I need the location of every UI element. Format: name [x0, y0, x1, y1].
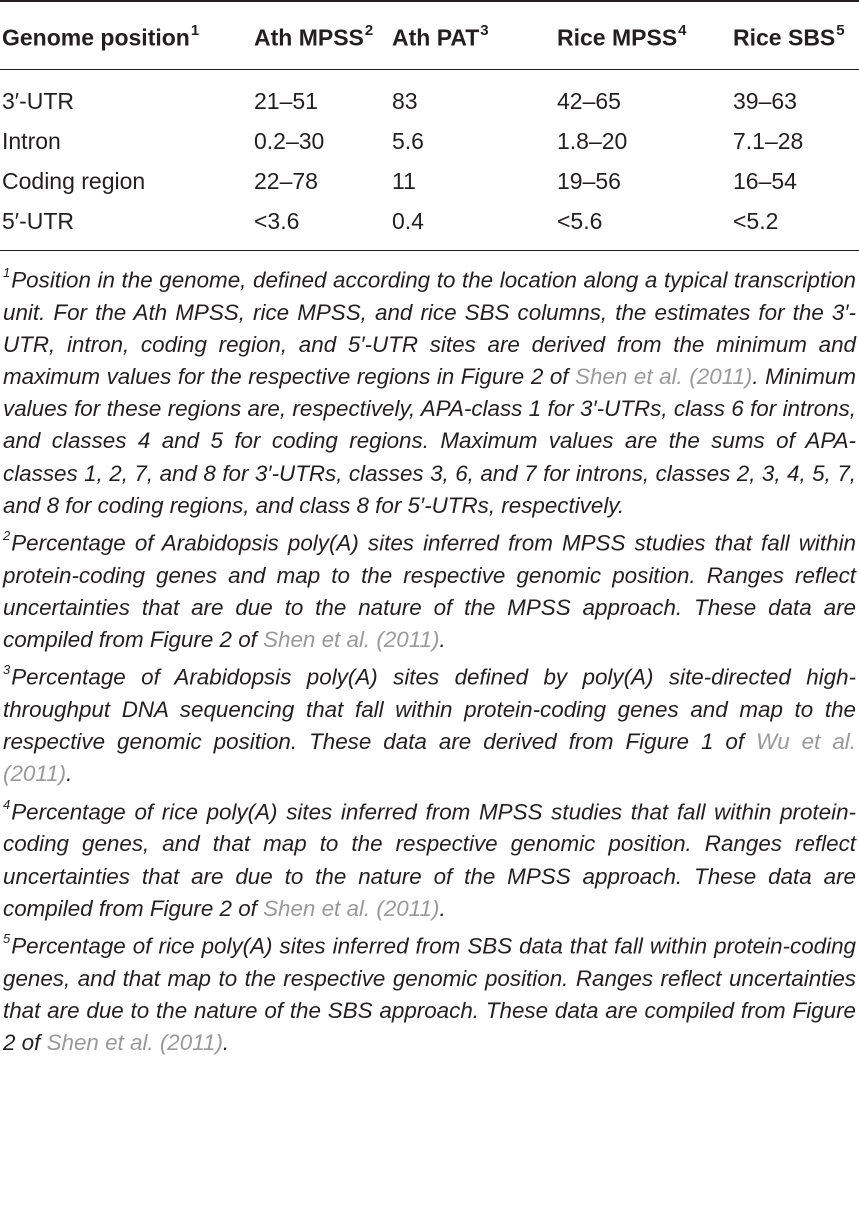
table-cell: <5.6: [557, 208, 603, 234]
table-cell: 19–56: [557, 168, 621, 194]
table-cell: 5.6: [392, 128, 424, 154]
table-cell: Intron: [2, 128, 61, 154]
table-cell: 0.4: [392, 208, 424, 234]
reference-link[interactable]: Shen et al. (2011): [263, 895, 440, 921]
table-cell: 21–51: [254, 88, 318, 114]
table-cell: 5′-UTR: [2, 208, 75, 234]
header-rice-sbs: Rice SBS$^5$: [733, 22, 845, 51]
header-genome-position: Genome position$^1$: [2, 22, 200, 51]
table-cell: 1.8–20: [557, 128, 628, 154]
table-top-rule: [0, 0, 859, 2]
reference-link[interactable]: Wu et al. (2011): [3, 729, 856, 787]
table-cell: 11: [392, 168, 416, 194]
footnote-4: $^4$Percentage of rice poly(A) sites inferred from MPSS studies that fall within protein-coding genes, and that map to the respective genomic position. Ranges reflect uncertainties that are due to the nature of the MPSS approach. These data are compiled from Figure 2 of Shen et al. (2011).: [3, 796, 856, 921]
reference-link[interactable]: Shen et al. (2011): [263, 627, 440, 653]
table-bottom-rule: [0, 250, 859, 251]
table-row: [0, 121, 859, 161]
table-cell: 0.2–30: [254, 128, 325, 154]
table-header-row: [0, 16, 859, 56]
table-cell: 3′-UTR: [2, 88, 75, 114]
table-cell: 16–54: [733, 168, 797, 194]
table-header-rule: [0, 69, 859, 70]
footnote-1: $^1$Position in the genome, defined according to the location along a typical transcription unit. For the Ath MPSS, rice MPSS, and rice SBS columns, the estimates for the 3′-UTR, intron, coding region, and 5′-UTR sites are derived from the minimum and maximum values for the respective regions in Figure 2 of Shen et al. (2011). Minimum values for these regions are, respectively, APA-class 1 for 3′-UTRs, class 6 for introns, and classes 4 and 5 for coding regions. Maximum values are the sums of APA-classes 1, 2, 7, and 8 for 3′-UTRs, classes 3, 6, and 7 for introns, classes 2, 3, 4, 5, 7, and 8 for coding regions, and class 8 for 5′-UTRs, respectively.: [3, 265, 856, 518]
table-cell: Coding region: [2, 168, 146, 194]
footnote-5: $^5$Percentage of rice poly(A) sites inferred from SBS data that fall within protein-coding genes, and that map to the respective genomic position. Ranges reflect uncertainties that are due to the nature of the SBS approach. These data are compiled from Figure 2 of Shen et al. (2011).: [3, 930, 856, 1056]
table-cell: 22–78: [254, 168, 318, 194]
table-footnotes: [3, 259, 856, 1059]
reference-link[interactable]: Shen et al. (2011): [575, 364, 753, 390]
table-cell: 7.1–28: [733, 128, 804, 154]
table-row: [0, 81, 859, 121]
table-row: [0, 161, 859, 201]
table-cell: <5.2: [733, 208, 779, 234]
table-cell: 83: [392, 88, 418, 114]
table-cell: 42–65: [557, 88, 621, 114]
footnote-2: $^2$Percentage of Arabidopsis poly(A) sites inferred from MPSS studies that fall within protein-coding genes and map to the respective genomic position. Ranges reflect uncertainties that are due to the nature of the MPSS approach. These data are compiled from Figure 2 of Shen et al. (2011).: [3, 528, 856, 653]
table-cell: <3.6: [254, 208, 300, 234]
table-row: [0, 201, 859, 241]
table-cell: 39–63: [733, 88, 797, 114]
reference-link[interactable]: Shen et al. (2011): [46, 1030, 223, 1056]
header-ath-mpss: Ath MPSS$^2$: [254, 22, 374, 51]
header-rice-mpss: Rice MPSS$^4$: [557, 22, 687, 51]
footnote-3: $^3$Percentage of Arabidopsis poly(A) sites defined by poly(A) site-directed high-throughput DNA sequencing that fall within protein-coding genes and map to the respective genomic position. These data are derived from Figure 1 of Wu et al. (2011).: [3, 662, 856, 787]
header-ath-pat: Ath PAT$^3$: [392, 22, 489, 51]
